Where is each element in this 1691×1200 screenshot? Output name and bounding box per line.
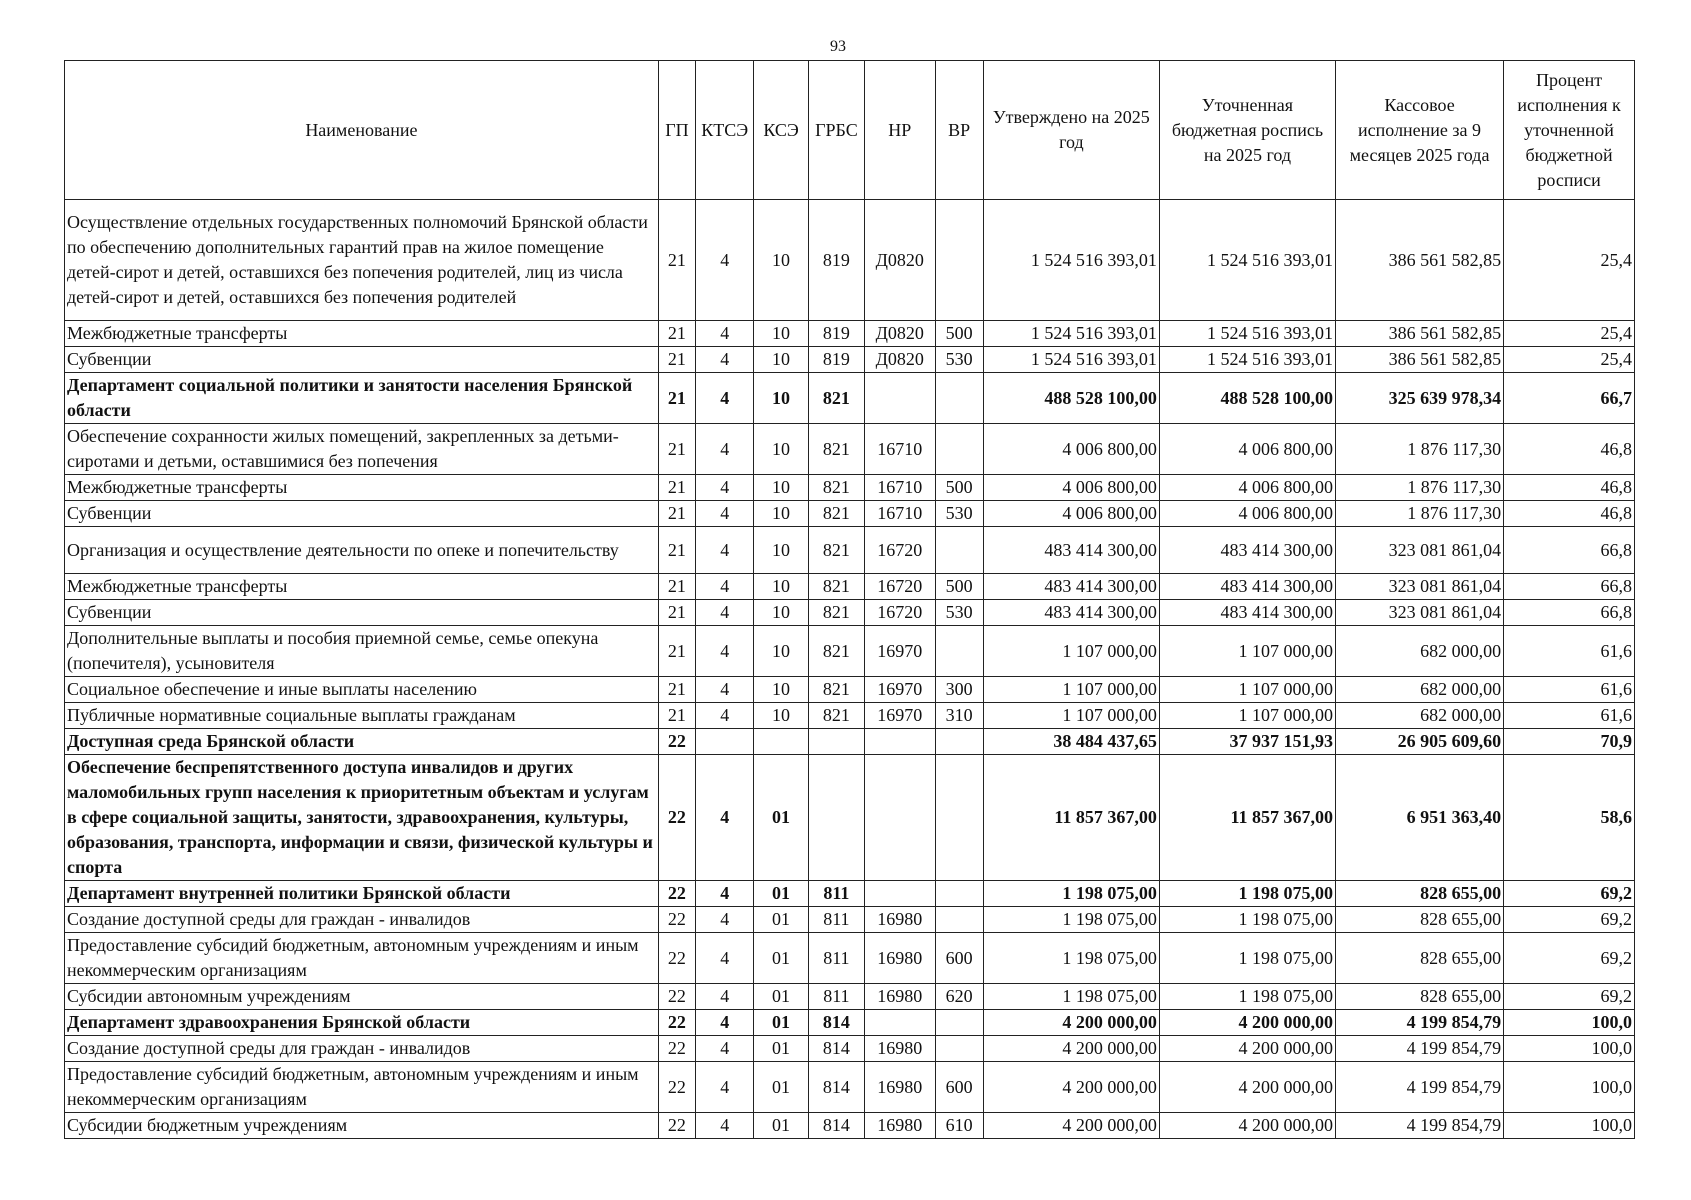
- cell-gp: 21: [658, 475, 695, 501]
- cell-nr: 16970: [865, 677, 935, 703]
- cell-executed: 1 876 117,30: [1336, 475, 1504, 501]
- cell-ktse: 4: [696, 501, 754, 527]
- cell-ktse: 4: [696, 1036, 754, 1062]
- cell-executed: 386 561 582,85: [1336, 200, 1504, 321]
- cell-vr: 500: [935, 574, 983, 600]
- cell-kse: 10: [754, 475, 808, 501]
- table-row: [65, 424, 1635, 475]
- cell-grbs: 814: [808, 1010, 864, 1036]
- row-name: Субвенции: [65, 501, 659, 527]
- table-row: [65, 755, 1635, 881]
- cell-percent: 66,8: [1504, 600, 1635, 626]
- row-name: Субсидии автономным учреждениям: [65, 984, 659, 1010]
- cell-grbs: 821: [808, 703, 864, 729]
- table-row: [65, 1062, 1635, 1113]
- cell-nr: 16980: [865, 984, 935, 1010]
- cell-refined: 1 107 000,00: [1159, 677, 1335, 703]
- cell-nr: 16720: [865, 574, 935, 600]
- cell-nr: [865, 755, 935, 881]
- cell-refined: 1 198 075,00: [1159, 984, 1335, 1010]
- cell-grbs: 814: [808, 1062, 864, 1113]
- header-refined: Уточненная бюджетная роспись на 2025 год: [1159, 61, 1335, 200]
- cell-gp: 22: [658, 984, 695, 1010]
- cell-percent: 25,4: [1504, 321, 1635, 347]
- cell-kse: 01: [754, 1062, 808, 1113]
- cell-gp: 22: [658, 1113, 695, 1139]
- row-name: Субвенции: [65, 347, 659, 373]
- cell-nr: 16720: [865, 527, 935, 574]
- cell-kse: 10: [754, 677, 808, 703]
- cell-vr: [935, 424, 983, 475]
- cell-gp: 22: [658, 1010, 695, 1036]
- cell-executed: 323 081 861,04: [1336, 527, 1504, 574]
- cell-gp: 22: [658, 933, 695, 984]
- header-approved: Утверждено на 2025 год: [983, 61, 1159, 200]
- cell-refined: 1 524 516 393,01: [1159, 347, 1335, 373]
- cell-percent: 66,7: [1504, 373, 1635, 424]
- row-name: Организация и осуществление деятельности по опеке и попечительству: [65, 527, 659, 574]
- cell-approved: 483 414 300,00: [983, 527, 1159, 574]
- cell-nr: 16980: [865, 1062, 935, 1113]
- cell-gp: 21: [658, 677, 695, 703]
- cell-percent: 61,6: [1504, 677, 1635, 703]
- cell-gp: 22: [658, 755, 695, 881]
- cell-approved: 1 524 516 393,01: [983, 347, 1159, 373]
- table-header-row: [65, 61, 1635, 200]
- cell-percent: 61,6: [1504, 626, 1635, 677]
- cell-percent: 100,0: [1504, 1113, 1635, 1139]
- cell-vr: 530: [935, 501, 983, 527]
- cell-executed: 682 000,00: [1336, 703, 1504, 729]
- cell-kse: 01: [754, 755, 808, 881]
- cell-grbs: 821: [808, 574, 864, 600]
- cell-grbs: 821: [808, 527, 864, 574]
- row-name: Субвенции: [65, 600, 659, 626]
- cell-vr: [935, 1036, 983, 1062]
- cell-grbs: [808, 729, 864, 755]
- cell-percent: 66,8: [1504, 527, 1635, 574]
- cell-approved: 4 200 000,00: [983, 1062, 1159, 1113]
- cell-ktse: 4: [696, 600, 754, 626]
- table-row: [65, 907, 1635, 933]
- row-name: Предоставление субсидий бюджетным, автономным учреждениям и иным некоммерческим организациям: [65, 1062, 659, 1113]
- cell-kse: 10: [754, 373, 808, 424]
- table-row: [65, 347, 1635, 373]
- cell-gp: 21: [658, 373, 695, 424]
- cell-ktse: 4: [696, 755, 754, 881]
- cell-executed: 4 199 854,79: [1336, 1036, 1504, 1062]
- cell-vr: 620: [935, 984, 983, 1010]
- row-name: Социальное обеспечение и иные выплаты населению: [65, 677, 659, 703]
- cell-gp: 21: [658, 501, 695, 527]
- cell-grbs: 821: [808, 373, 864, 424]
- cell-percent: 61,6: [1504, 703, 1635, 729]
- cell-approved: 11 857 367,00: [983, 755, 1159, 881]
- cell-kse: 10: [754, 574, 808, 600]
- cell-ktse: 4: [696, 703, 754, 729]
- cell-executed: 828 655,00: [1336, 907, 1504, 933]
- row-name: Департамент социальной политики и занятости населения Брянской области: [65, 373, 659, 424]
- cell-executed: 325 639 978,34: [1336, 373, 1504, 424]
- cell-ktse: 4: [696, 321, 754, 347]
- row-name: Публичные нормативные социальные выплаты гражданам: [65, 703, 659, 729]
- cell-executed: 4 199 854,79: [1336, 1113, 1504, 1139]
- cell-nr: [865, 1010, 935, 1036]
- cell-refined: 1 524 516 393,01: [1159, 321, 1335, 347]
- cell-grbs: 811: [808, 984, 864, 1010]
- cell-kse: 10: [754, 424, 808, 475]
- cell-ktse: 4: [696, 1010, 754, 1036]
- cell-grbs: 821: [808, 677, 864, 703]
- row-name: Департамент внутренней политики Брянской области: [65, 881, 659, 907]
- cell-gp: 22: [658, 729, 695, 755]
- cell-gp: 21: [658, 527, 695, 574]
- cell-gp: 21: [658, 321, 695, 347]
- cell-ktse: 4: [696, 347, 754, 373]
- cell-nr: Д0820: [865, 321, 935, 347]
- row-name: Обеспечение сохранности жилых помещений, закрепленных за детьми-сиротами и детьми, оставшимися без попечения: [65, 424, 659, 475]
- cell-gp: 21: [658, 200, 695, 321]
- cell-approved: 4 200 000,00: [983, 1036, 1159, 1062]
- cell-executed: 828 655,00: [1336, 933, 1504, 984]
- row-name: Межбюджетные трансферты: [65, 475, 659, 501]
- cell-ktse: 4: [696, 881, 754, 907]
- cell-nr: 16980: [865, 1036, 935, 1062]
- cell-approved: 488 528 100,00: [983, 373, 1159, 424]
- table-row: [65, 501, 1635, 527]
- table-row: [65, 574, 1635, 600]
- cell-ktse: 4: [696, 677, 754, 703]
- cell-nr: Д0820: [865, 200, 935, 321]
- table-row: [65, 321, 1635, 347]
- header-vr: ВР: [935, 61, 983, 200]
- budget-table: [64, 60, 1635, 1139]
- cell-refined: 4 006 800,00: [1159, 501, 1335, 527]
- cell-grbs: 819: [808, 200, 864, 321]
- cell-approved: 4 200 000,00: [983, 1113, 1159, 1139]
- cell-percent: 100,0: [1504, 1010, 1635, 1036]
- cell-refined: 4 200 000,00: [1159, 1062, 1335, 1113]
- cell-percent: 66,8: [1504, 574, 1635, 600]
- table-row: [65, 1010, 1635, 1036]
- cell-percent: 25,4: [1504, 347, 1635, 373]
- cell-executed: 682 000,00: [1336, 626, 1504, 677]
- cell-vr: 300: [935, 677, 983, 703]
- table-row: [65, 527, 1635, 574]
- cell-vr: 530: [935, 347, 983, 373]
- cell-vr: 310: [935, 703, 983, 729]
- cell-ktse: 4: [696, 626, 754, 677]
- cell-refined: 4 006 800,00: [1159, 475, 1335, 501]
- cell-approved: 4 200 000,00: [983, 1010, 1159, 1036]
- cell-refined: 483 414 300,00: [1159, 574, 1335, 600]
- cell-grbs: 819: [808, 347, 864, 373]
- cell-gp: 21: [658, 626, 695, 677]
- cell-refined: 37 937 151,93: [1159, 729, 1335, 755]
- header-kse: КСЭ: [754, 61, 808, 200]
- row-name: Предоставление субсидий бюджетным, автономным учреждениям и иным некоммерческим организациям: [65, 933, 659, 984]
- cell-grbs: 814: [808, 1036, 864, 1062]
- header-nr: НР: [865, 61, 935, 200]
- cell-refined: 1 107 000,00: [1159, 703, 1335, 729]
- cell-kse: 01: [754, 933, 808, 984]
- cell-gp: 21: [658, 424, 695, 475]
- cell-approved: 38 484 437,65: [983, 729, 1159, 755]
- cell-ktse: 4: [696, 527, 754, 574]
- cell-kse: 01: [754, 907, 808, 933]
- cell-vr: [935, 755, 983, 881]
- cell-nr: Д0820: [865, 347, 935, 373]
- cell-refined: 4 200 000,00: [1159, 1113, 1335, 1139]
- cell-nr: [865, 373, 935, 424]
- cell-kse: 01: [754, 881, 808, 907]
- cell-approved: 1 107 000,00: [983, 703, 1159, 729]
- cell-vr: 500: [935, 321, 983, 347]
- cell-gp: 21: [658, 347, 695, 373]
- cell-vr: [935, 200, 983, 321]
- cell-percent: 46,8: [1504, 424, 1635, 475]
- cell-refined: 1 198 075,00: [1159, 933, 1335, 984]
- cell-gp: 22: [658, 1036, 695, 1062]
- cell-kse: 10: [754, 200, 808, 321]
- cell-vr: 500: [935, 475, 983, 501]
- table-row: [65, 881, 1635, 907]
- cell-approved: 1 107 000,00: [983, 626, 1159, 677]
- cell-grbs: 821: [808, 600, 864, 626]
- cell-grbs: 819: [808, 321, 864, 347]
- cell-gp: 22: [658, 907, 695, 933]
- cell-nr: 16980: [865, 933, 935, 984]
- table-row: [65, 626, 1635, 677]
- cell-percent: 58,6: [1504, 755, 1635, 881]
- cell-nr: 16720: [865, 600, 935, 626]
- table-row: [65, 600, 1635, 626]
- table-row: [65, 1036, 1635, 1062]
- cell-approved: 1 107 000,00: [983, 677, 1159, 703]
- cell-executed: 386 561 582,85: [1336, 347, 1504, 373]
- cell-executed: 682 000,00: [1336, 677, 1504, 703]
- row-name: Департамент здравоохранения Брянской области: [65, 1010, 659, 1036]
- page-number: 93: [830, 38, 846, 55]
- cell-nr: 16980: [865, 1113, 935, 1139]
- cell-gp: 22: [658, 1062, 695, 1113]
- cell-nr: [865, 881, 935, 907]
- cell-percent: 69,2: [1504, 907, 1635, 933]
- cell-kse: 10: [754, 347, 808, 373]
- cell-refined: 1 107 000,00: [1159, 626, 1335, 677]
- header-percent: Процент исполнения к уточненной бюджетной росписи: [1504, 61, 1635, 200]
- cell-refined: 4 006 800,00: [1159, 424, 1335, 475]
- cell-vr: [935, 373, 983, 424]
- cell-percent: 100,0: [1504, 1062, 1635, 1113]
- cell-ktse: 4: [696, 933, 754, 984]
- cell-ktse: 4: [696, 1062, 754, 1113]
- cell-approved: 1 198 075,00: [983, 881, 1159, 907]
- cell-vr: 610: [935, 1113, 983, 1139]
- cell-approved: 1 198 075,00: [983, 933, 1159, 984]
- cell-grbs: [808, 755, 864, 881]
- cell-executed: 828 655,00: [1336, 881, 1504, 907]
- cell-refined: 1 524 516 393,01: [1159, 200, 1335, 321]
- cell-nr: 16710: [865, 475, 935, 501]
- table-body: [65, 200, 1635, 1139]
- table-row: [65, 703, 1635, 729]
- cell-gp: 21: [658, 703, 695, 729]
- cell-refined: 488 528 100,00: [1159, 373, 1335, 424]
- table-row: [65, 475, 1635, 501]
- row-name: Обеспечение беспрепятственного доступа инвалидов и других маломобильных групп населения к приоритетным объектам и услугам в сфере социальной защиты, занятости, здравоохранения, культуры, образования, транспорта, информации и связи, физической культуры и спорта: [65, 755, 659, 881]
- cell-approved: 483 414 300,00: [983, 600, 1159, 626]
- cell-nr: 16970: [865, 626, 935, 677]
- cell-vr: 600: [935, 1062, 983, 1113]
- cell-nr: 16710: [865, 501, 935, 527]
- cell-ktse: 4: [696, 984, 754, 1010]
- cell-executed: 323 081 861,04: [1336, 574, 1504, 600]
- cell-vr: 530: [935, 600, 983, 626]
- table-row: [65, 933, 1635, 984]
- table-row: [65, 677, 1635, 703]
- row-name: Субсидии бюджетным учреждениям: [65, 1113, 659, 1139]
- cell-kse: 10: [754, 527, 808, 574]
- cell-vr: 600: [935, 933, 983, 984]
- cell-approved: 1 524 516 393,01: [983, 321, 1159, 347]
- row-name: Создание доступной среды для граждан - инвалидов: [65, 907, 659, 933]
- header-gp: ГП: [658, 61, 695, 200]
- table-row: [65, 200, 1635, 321]
- cell-executed: 323 081 861,04: [1336, 600, 1504, 626]
- cell-refined: 11 857 367,00: [1159, 755, 1335, 881]
- cell-refined: 483 414 300,00: [1159, 527, 1335, 574]
- cell-ktse: 4: [696, 200, 754, 321]
- cell-approved: 1 198 075,00: [983, 984, 1159, 1010]
- cell-grbs: 821: [808, 501, 864, 527]
- cell-grbs: 821: [808, 626, 864, 677]
- row-name: Доступная среда Брянской области: [65, 729, 659, 755]
- row-name: Межбюджетные трансферты: [65, 574, 659, 600]
- row-name: Межбюджетные трансферты: [65, 321, 659, 347]
- table-row: [65, 1113, 1635, 1139]
- header-ktse: КТСЭ: [696, 61, 754, 200]
- cell-grbs: 814: [808, 1113, 864, 1139]
- cell-grbs: 811: [808, 881, 864, 907]
- row-name: Создание доступной среды для граждан - инвалидов: [65, 1036, 659, 1062]
- cell-kse: 01: [754, 1010, 808, 1036]
- cell-grbs: 821: [808, 475, 864, 501]
- cell-percent: 69,2: [1504, 881, 1635, 907]
- cell-ktse: [696, 729, 754, 755]
- cell-executed: 828 655,00: [1336, 984, 1504, 1010]
- cell-vr: [935, 907, 983, 933]
- table-row: [65, 984, 1635, 1010]
- row-name: Дополнительные выплаты и пособия приемной семье, семье опекуна (попечителя), усыновителя: [65, 626, 659, 677]
- cell-approved: 4 006 800,00: [983, 501, 1159, 527]
- cell-refined: 483 414 300,00: [1159, 600, 1335, 626]
- cell-executed: 386 561 582,85: [1336, 321, 1504, 347]
- cell-nr: 16980: [865, 907, 935, 933]
- cell-kse: 01: [754, 1113, 808, 1139]
- cell-ktse: 4: [696, 1113, 754, 1139]
- cell-percent: 46,8: [1504, 475, 1635, 501]
- cell-executed: 1 876 117,30: [1336, 501, 1504, 527]
- cell-ktse: 4: [696, 373, 754, 424]
- cell-vr: [935, 626, 983, 677]
- header-grbs: ГРБС: [808, 61, 864, 200]
- header-name: Наименование: [65, 61, 659, 200]
- cell-vr: [935, 881, 983, 907]
- cell-kse: 10: [754, 703, 808, 729]
- cell-kse: 01: [754, 984, 808, 1010]
- cell-vr: [935, 527, 983, 574]
- cell-executed: 4 199 854,79: [1336, 1010, 1504, 1036]
- cell-percent: 100,0: [1504, 1036, 1635, 1062]
- cell-approved: 4 006 800,00: [983, 475, 1159, 501]
- cell-percent: 46,8: [1504, 501, 1635, 527]
- cell-vr: [935, 1010, 983, 1036]
- cell-executed: 1 876 117,30: [1336, 424, 1504, 475]
- cell-kse: 10: [754, 321, 808, 347]
- cell-approved: 1 198 075,00: [983, 907, 1159, 933]
- cell-refined: 4 200 000,00: [1159, 1036, 1335, 1062]
- cell-percent: 69,2: [1504, 933, 1635, 984]
- cell-grbs: 811: [808, 907, 864, 933]
- cell-executed: 4 199 854,79: [1336, 1062, 1504, 1113]
- cell-nr: 16970: [865, 703, 935, 729]
- cell-approved: 483 414 300,00: [983, 574, 1159, 600]
- cell-executed: 6 951 363,40: [1336, 755, 1504, 881]
- cell-kse: 01: [754, 1036, 808, 1062]
- cell-refined: 4 200 000,00: [1159, 1010, 1335, 1036]
- cell-percent: 25,4: [1504, 200, 1635, 321]
- cell-grbs: 821: [808, 424, 864, 475]
- cell-nr: [865, 729, 935, 755]
- cell-refined: 1 198 075,00: [1159, 907, 1335, 933]
- cell-vr: [935, 729, 983, 755]
- cell-percent: 69,2: [1504, 984, 1635, 1010]
- cell-ktse: 4: [696, 907, 754, 933]
- cell-gp: 22: [658, 881, 695, 907]
- table-row: [65, 373, 1635, 424]
- cell-ktse: 4: [696, 475, 754, 501]
- cell-kse: 10: [754, 600, 808, 626]
- cell-approved: 4 006 800,00: [983, 424, 1159, 475]
- row-name: Осуществление отдельных государственных полномочий Брянской области по обеспечению дополнительных гарантий прав на жилое помещение детей-сирот и детей, оставшихся без попечения родителей, лиц из числа детей-сирот и детей, оставшихся без попечения родителей: [65, 200, 659, 321]
- cell-executed: 26 905 609,60: [1336, 729, 1504, 755]
- cell-kse: [754, 729, 808, 755]
- cell-percent: 70,9: [1504, 729, 1635, 755]
- cell-kse: 10: [754, 501, 808, 527]
- cell-ktse: 4: [696, 574, 754, 600]
- cell-nr: 16710: [865, 424, 935, 475]
- header-executed: Кассовое исполнение за 9 месяцев 2025 года: [1336, 61, 1504, 200]
- cell-approved: 1 524 516 393,01: [983, 200, 1159, 321]
- cell-kse: 10: [754, 626, 808, 677]
- cell-refined: 1 198 075,00: [1159, 881, 1335, 907]
- cell-gp: 21: [658, 600, 695, 626]
- cell-grbs: 811: [808, 933, 864, 984]
- cell-gp: 21: [658, 574, 695, 600]
- cell-ktse: 4: [696, 424, 754, 475]
- table-row: [65, 729, 1635, 755]
